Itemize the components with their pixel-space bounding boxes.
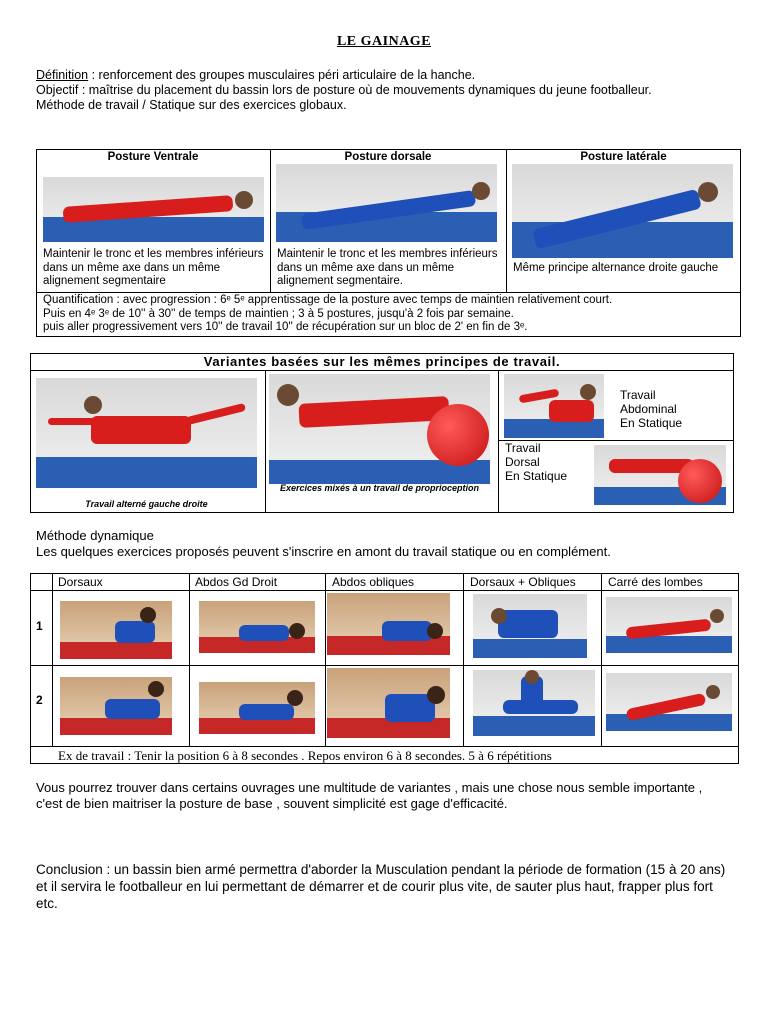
postures-divider-2: [506, 149, 507, 293]
grid-header-carre-lombes: Carré des lombes: [608, 575, 703, 589]
grid-line-v2: [325, 573, 326, 746]
photo-r2-dorsaux: [60, 677, 172, 735]
label-dorsal-1: Travail: [505, 441, 541, 455]
quantification-line-3: puis aller progressivement vers 10'' de travail 10'' de récupération sur un bloc de 2' en fin de 3ᵉ.: [43, 321, 528, 333]
grid-header-dorsaux: Dorsaux: [58, 575, 103, 589]
postures-divider-1: [270, 149, 271, 293]
photo-r2-dorsaux-obliques: [473, 670, 595, 736]
label-dorsal-3: En Statique: [505, 469, 568, 483]
photo-r2-abdos-gd-droit: [199, 682, 315, 734]
photo-posture-dorsale: [276, 164, 497, 242]
grid-footer: Ex de travail : Tenir la position 6 à 8 secondes . Repos environ 6 à 8 secondes. 5 à 6 répétitions: [58, 748, 552, 763]
grid-row-2-label: 2: [36, 693, 43, 707]
photo-r1-abdos-obliques: [327, 593, 450, 655]
conclusion-paragraph: Conclusion : un bassin bien armé permettra d'aborder la Musculation pendant la période de formation (15 à 20 ans) et il servira le footballeur en lui permettant de démarrer et de courir plus vite, de sauter plus haut, frapper plus fort etc.: [36, 862, 726, 911]
photo-r2-carre-lombes: [606, 673, 732, 731]
posture-dorsale-header: Posture dorsale: [344, 151, 432, 163]
variantes-header-line: [30, 370, 734, 371]
grid-header-abdos-gd-droit: Abdos Gd Droit: [195, 575, 278, 589]
grid-line-h2: [30, 665, 739, 666]
caption-travail-alterne: Travail alterné gauche droite: [85, 499, 208, 509]
dynamique-block: [36, 528, 736, 560]
posture-laterale-header: Posture latérale: [580, 151, 667, 163]
grid-line-h1: [30, 590, 739, 591]
quantification-line-2: Puis en 4ᵉ 3ᵉ de 10'' à 30'' de temps de maintien ; 3 à 5 postures, jusqu'à 2 fois par semaine.: [43, 307, 514, 320]
grid-header-abdos-obliques: Abdos obliques: [332, 575, 415, 589]
label-dorsal: [505, 441, 567, 483]
label-abdominal-3: En Statique: [620, 416, 683, 430]
variantes-divider-1: [265, 370, 266, 513]
photo-r1-dorsaux-obliques: [473, 594, 587, 658]
definition-text: : renforcement des groupes musculaires péri articulaire de la hanche.: [88, 68, 476, 82]
objectif-line: Objectif : maîtrise du placement du bassin lors de posture où de mouvements dynamiques du jeune footballeur.: [36, 83, 652, 97]
definition-label: Définition: [36, 68, 89, 82]
posture-laterale-text: Même principe alternance droite gauche: [513, 262, 719, 274]
grid-line-v0: [52, 573, 53, 746]
grid-line-v3: [463, 573, 464, 746]
postures-divider-h: [36, 292, 741, 293]
grid-line-v1: [189, 573, 190, 746]
grid-header-dorsaux-obliques: Dorsaux + Obliques: [470, 575, 576, 589]
photo-r1-carre-lombes: [606, 597, 732, 653]
photo-r2-abdos-obliques: [327, 668, 450, 738]
grid-line-h3: [30, 746, 739, 747]
dynamique-line-1: Méthode dynamique: [36, 528, 154, 543]
photo-travail-alterne: [36, 378, 257, 488]
intro-block: [36, 68, 736, 113]
posture-ventrale-header: Posture Ventrale: [107, 151, 199, 163]
grid-row-1-label: 1: [36, 619, 43, 633]
variantes-header: Variantes basées sur les mêmes principes de travail.: [203, 354, 561, 369]
photo-r1-dorsaux: [60, 601, 172, 659]
variantes-divider-2: [498, 370, 499, 513]
label-abdominal-1: Travail: [620, 388, 656, 402]
label-abdominal-2: Abdominal: [620, 402, 677, 416]
label-abdominal: [620, 388, 682, 430]
grid-line-v4: [601, 573, 602, 746]
photo-r1-abdos-gd-droit: [199, 601, 315, 653]
methode-line: Méthode de travail / Statique sur des exercices globaux.: [36, 98, 347, 112]
photo-posture-laterale: [512, 164, 733, 258]
photo-abdominal: [504, 374, 604, 438]
photo-dorsal: [594, 445, 726, 505]
photo-proprioception: [269, 374, 490, 484]
variantes-paragraph: Vous pourrez trouver dans certains ouvrages une multitude de variantes , mais une chose nous semble importante , c'est de bien maitriser la posture de base , souvent simplicité est gage d'efficacité.: [36, 780, 703, 811]
caption-proprioception: Exercices mixés à un travail de proprioception: [279, 483, 480, 493]
quantification-line-1: Quantification : avec progression : 6ᵉ 5ᵉ apprentissage de la posture avec temps de maintien relativement court.: [43, 294, 613, 306]
label-dorsal-2: Dorsal: [505, 455, 540, 469]
quantification-block: [43, 294, 738, 335]
definition-line: [36, 68, 736, 83]
page-title: LE GAINAGE: [336, 34, 432, 49]
photo-posture-ventrale: [43, 177, 264, 242]
posture-dorsale-text: Maintenir le tronc et les membres inférieurs dans un même axe dans un même alignement segmentaire.: [277, 248, 498, 287]
dynamique-line-2: Les quelques exercices proposés peuvent s'inscrire en amont du travail statique ou en complément.: [36, 544, 611, 559]
posture-ventrale-text: Maintenir le tronc et les membres inférieurs dans un même axe dans un même alignement segmentaire: [43, 248, 264, 287]
